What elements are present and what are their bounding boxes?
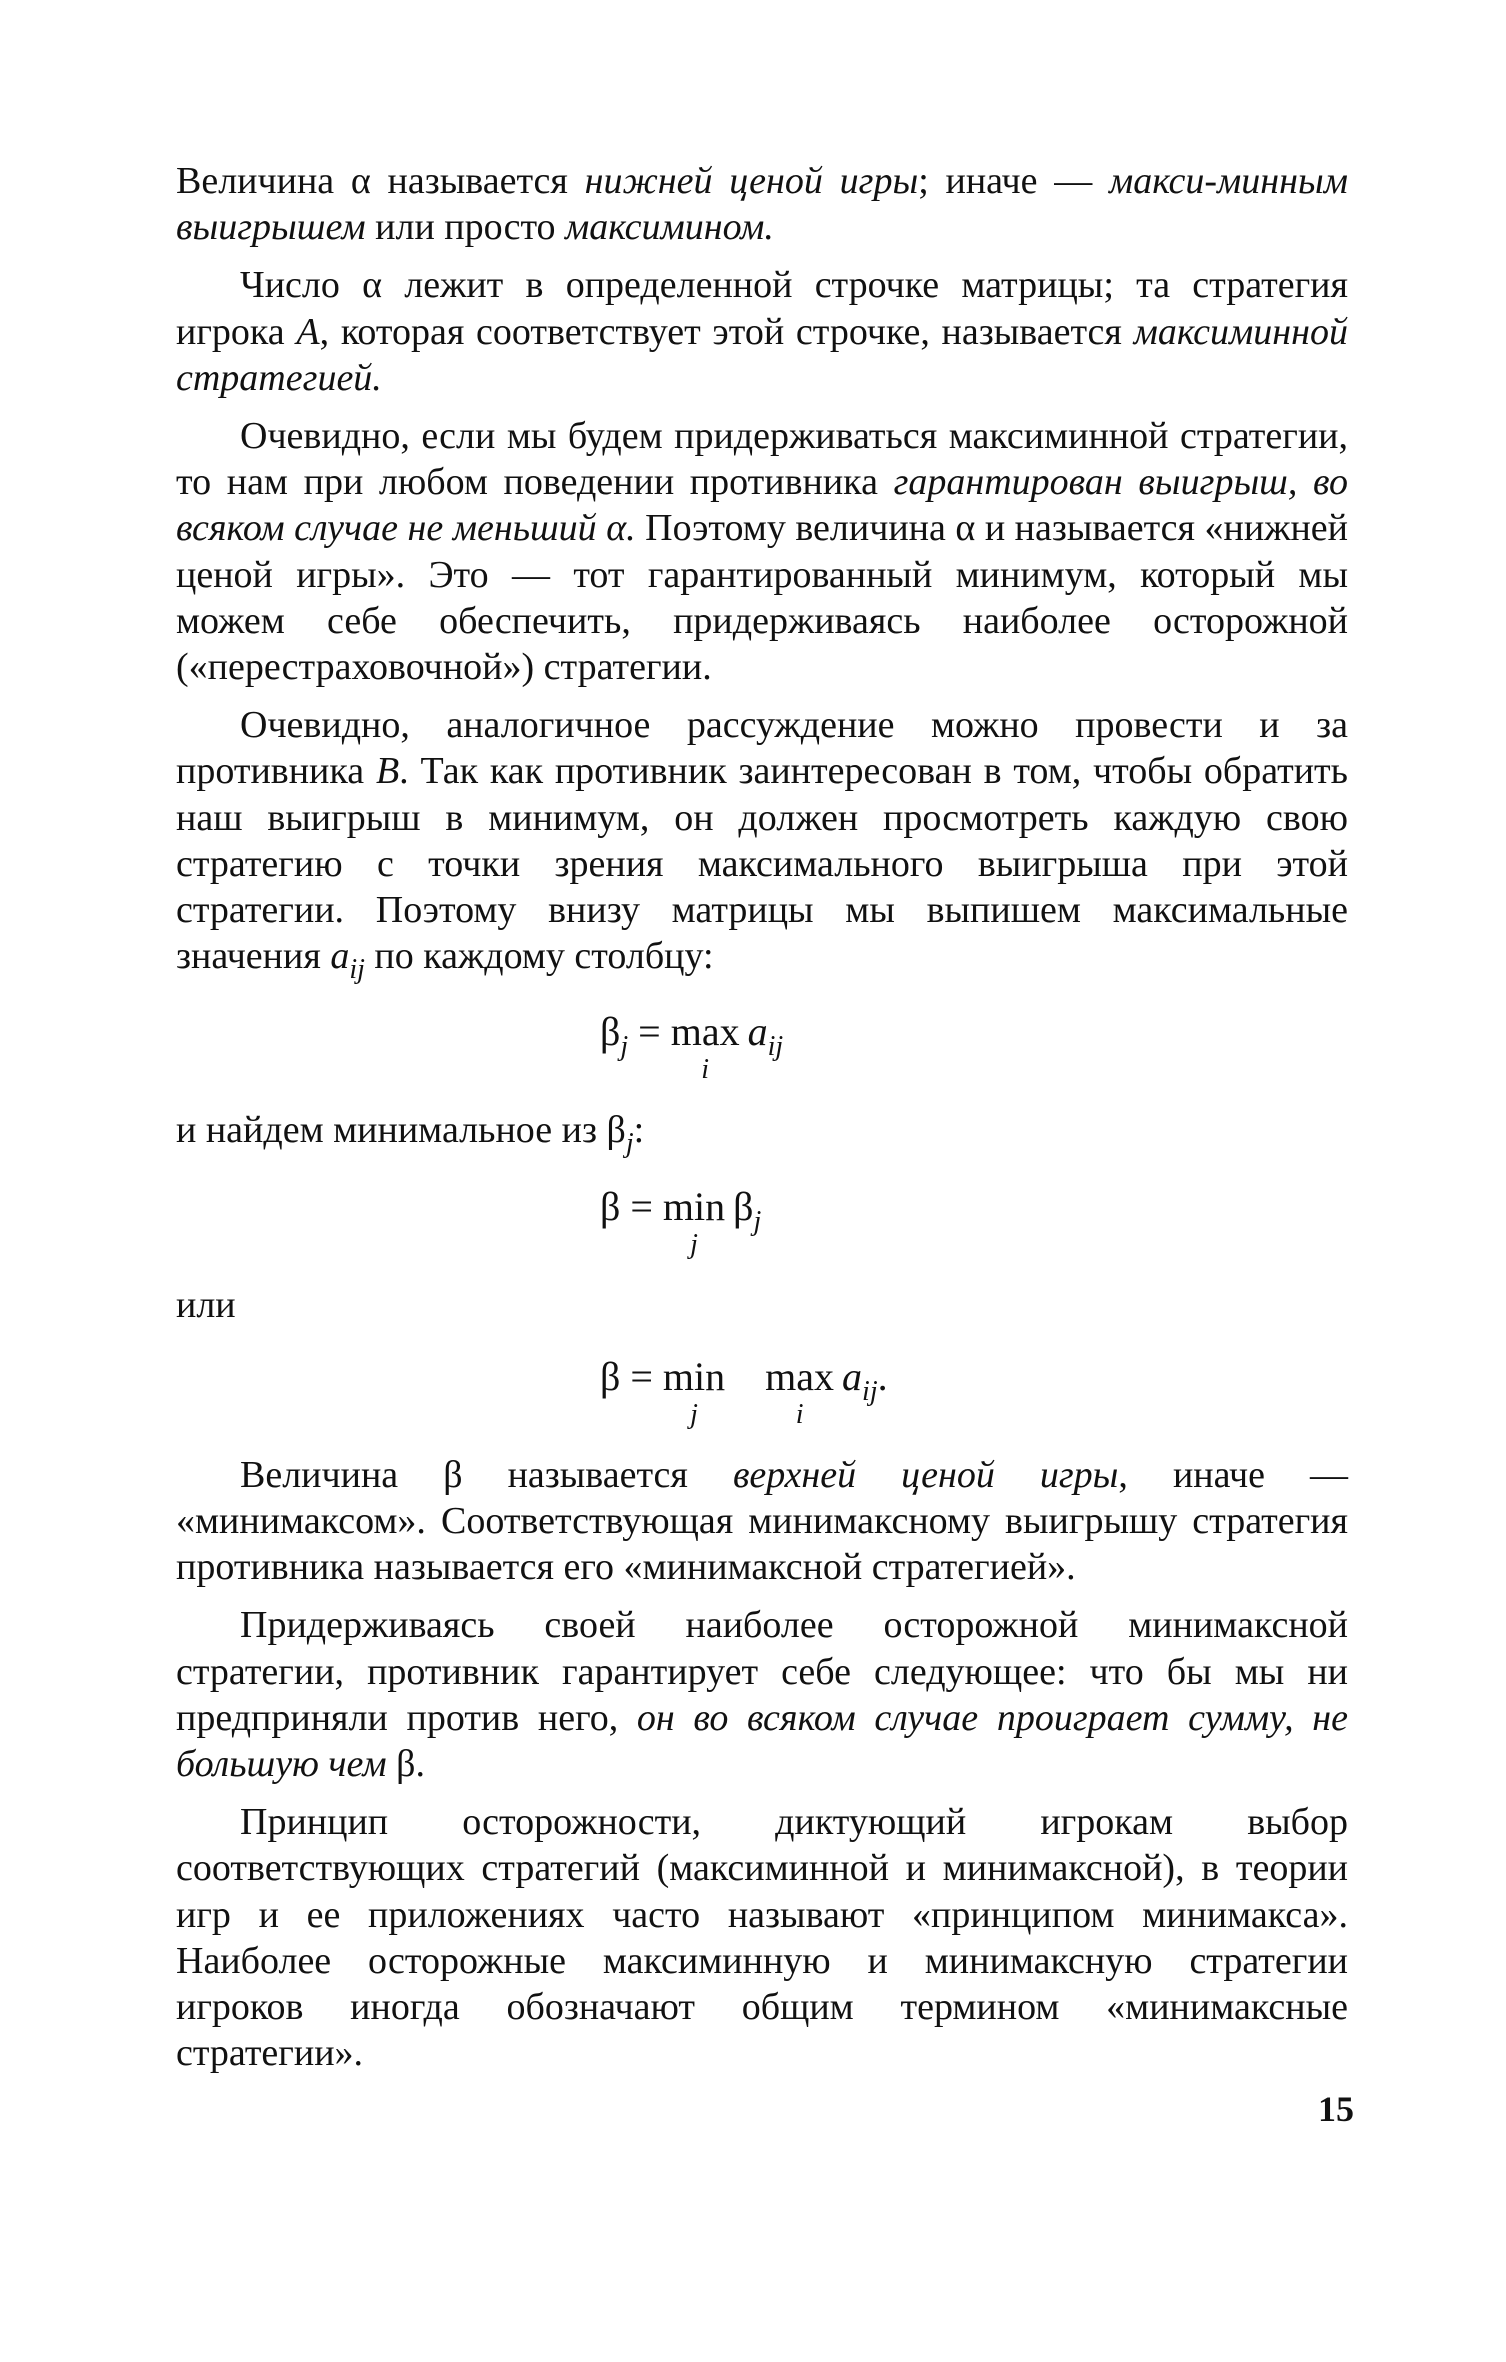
paragraph-opponent-guarantee: Придерживаясь своей наиболее осторожной минимаксной стратегии, противник гарантирует себе следующее: что бы мы ни предприняли против него, он во всяком случае проиграет сумму, не большую чем β. xyxy=(176,1604,1348,1786)
paragraph-or: или xyxy=(176,1283,236,1326)
paragraph-minimax-principle: Принцип осторожности, диктующий игрокам выбор соответствующих стратегий (максиминной и минимаксной), в теории игр и ее приложениях часто называют «принципом минимакса». Наиболее осторожные максиминную и минимаксную стратегии игроков иногда обозначают общим термином «минимаксные стратегии». xyxy=(176,1801,1348,2075)
formula-beta-j: $\beta_j = \max$ i $a_{ij}$ xyxy=(600,1009,784,1086)
page-number: 15 xyxy=(1318,2089,1354,2129)
term-lower-value: нижней ценой игры xyxy=(584,160,919,202)
min-operator: min j xyxy=(662,1183,726,1260)
term-maximin-strategy: максиминной стратегией. xyxy=(176,310,1348,399)
guarantee-statement: гарантирован выигрыш, во всяком случае не меньший α. xyxy=(176,461,1348,550)
term-maximin-payoff: макси-минным выигрышем xyxy=(176,160,1348,249)
formula-minimax: β = min j max i $a_{ij}$. xyxy=(600,1353,888,1430)
paragraph-guaranteed-minimum: Очевидно, если мы будем придерживаться максиминной стратегии, то нам при любом поведении противника гарантирован выигрыш, во всяком случае не меньший α. Поэтому величина α и называется «нижней ценой игры». Это — тот гарантированный минимум, который мы можем себе обеспечить, придерживаясь наиболее осторожной («перестраховочной») стратегии. xyxy=(176,415,1348,689)
paragraph-upper-value: Величина β называется верхней ценой игры, иначе — «минимаксом». Соответствующая минимаксному выигрышу стратегия противника называется его «минимаксной стратегией». xyxy=(176,1453,1348,1589)
min-operator: min j xyxy=(662,1353,726,1430)
formula-beta-min: β = min j $\beta_j$ xyxy=(600,1183,762,1260)
matrix-element: a xyxy=(330,935,350,978)
loss-bound-statement: он во всяком случае проиграет сумму, не большую чем xyxy=(176,1696,1348,1786)
player-b: B xyxy=(375,750,400,793)
player-a: A xyxy=(296,310,320,353)
term-maximin: максимином. xyxy=(565,206,774,249)
body-text xyxy=(176,158,1348,2089)
paragraph-maximin-strategy: Число α лежит в определенной строчке матрицы; та стратегия игрока A, которая соответствует этой строчке, называется максиминной стратегией. xyxy=(176,264,1348,399)
max-operator: max i xyxy=(765,1353,835,1430)
paragraph-lower-value: Величина α называется нижней ценой игры; иначе — макси-минным выигрышем или просто максимином. xyxy=(176,160,1348,249)
term-upper-value: верхней ценой игры xyxy=(732,1453,1119,1496)
paragraph-find-min: и найдем минимальное из $\beta_j$: xyxy=(176,1109,645,1160)
paragraph-opponent-reasoning: Очевидно, аналогичное рассуждение можно провести и за противника B. Так как противник заинтересован в том, чтобы обратить наш выигрыш в минимум, он должен просмотреть каждую свою стратегию с точки зрения максимального выигрыша при этой стратегии. Поэтому внизу матрицы мы выпишем максимальные значения $a_{ij}$ по каждому столбцу: xyxy=(176,704,1348,986)
max-operator: max i xyxy=(670,1009,740,1086)
